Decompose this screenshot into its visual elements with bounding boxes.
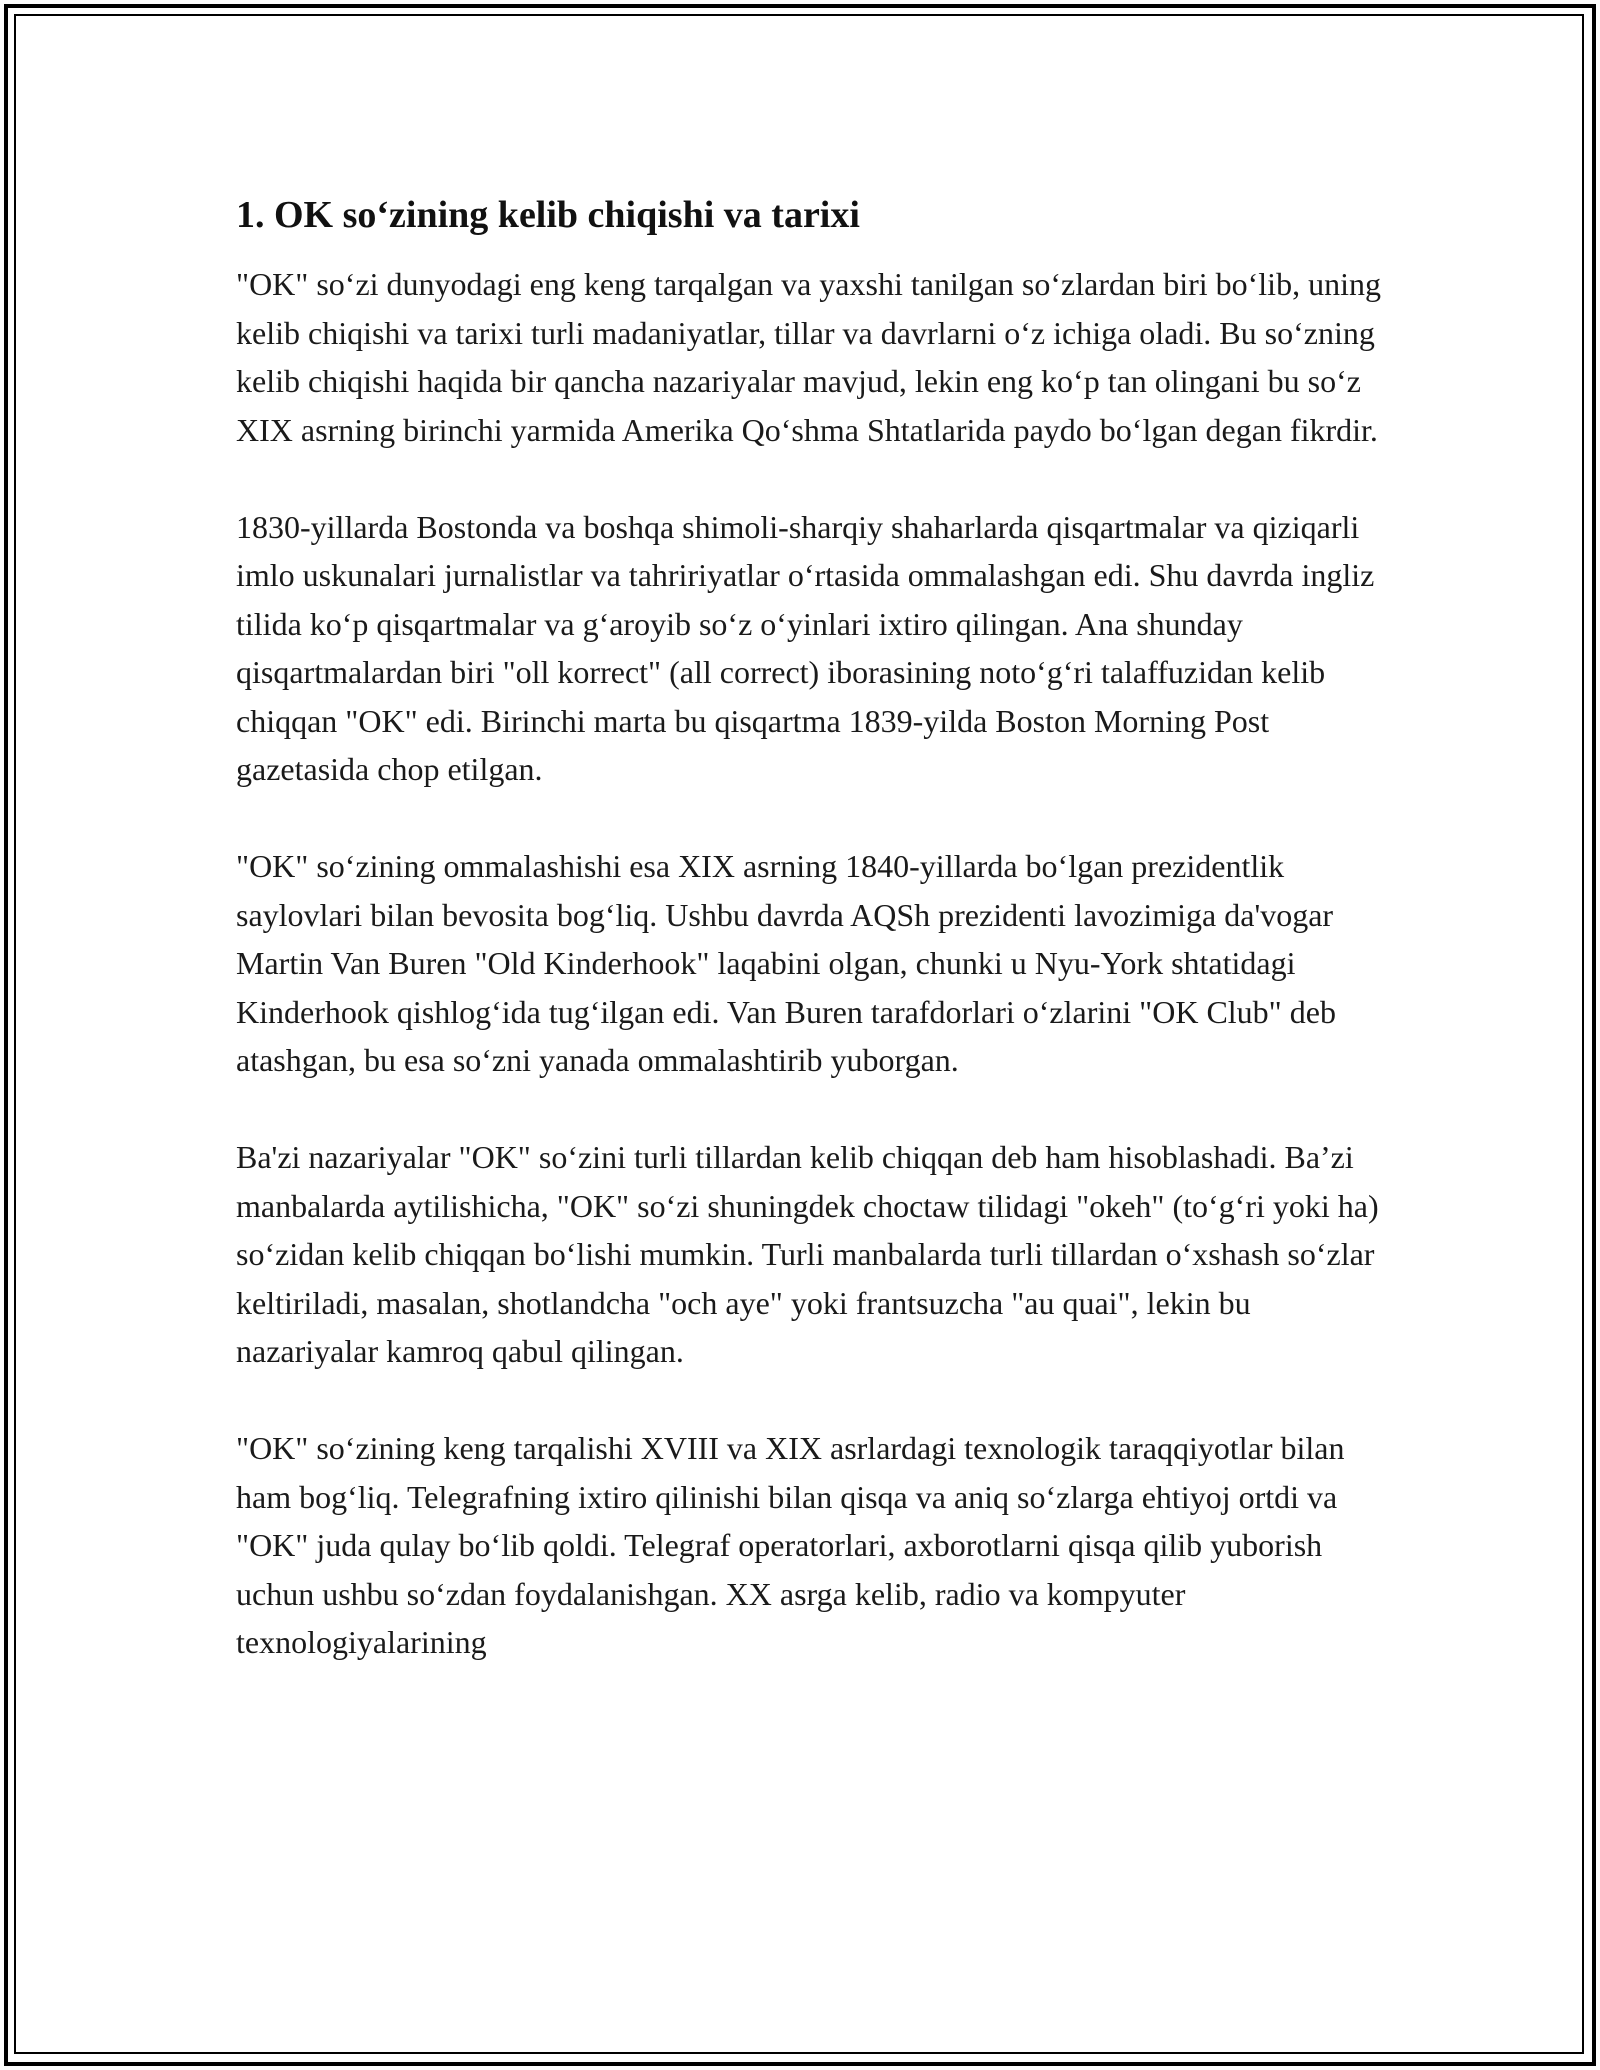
paragraph-technology: "OK" so‘zining keng tarqalishi XVIII va XIX asrlardagi texnologik taraqqiyotlar bilan ham bog‘liq. Telegrafning ixtiro qilinishi bilan qisqa va aniq so‘zlarga ehtiyoj ortdi va "OK" juda qulay bo‘lib qoldi. Telegraf operatorlari, axborotlarni qisqa qilib yuborish uchun ushbu so‘zdan foydalanishgan. XX asrga kelib, radio va kompyuter texnologiyalarining: [236, 1430, 1345, 1660]
section-heading: 1. OK so‘zining kelib chiqishi va tarixi: [236, 194, 860, 236]
paragraph-election: "OK" so‘zining ommalashishi esa XIX asrning 1840-yillarda bo‘lgan prezidentlik saylovlari bilan bevosita bog‘liq. Ushbu davrda AQSh prezidenti lavozimiga da'vogar Martin Van Buren "Old Kinderhook" laqabini olgan, chunki u Nyu-York shtatidagi Kinderhook qishlog‘ida tug‘ilgan edi. Van Buren tarafdorlari o‘zlarini "OK Club" deb atashgan, bu esa so‘zni yanada ommalashtirib yuborgan.: [236, 848, 1336, 1078]
paragraph-boston: 1830-yillarda Bostonda va boshqa shimoli-sharqiy shaharlarda qisqartmalar va qiziqarli imlo uskunalari jurnalistlar va tahririyatlar o‘rtasida ommalashgan edi. Shu davrda ingliz tilida ko‘p qisqartmalar va g‘aroyib so‘z o‘yinlari ixtiro qilingan. Ana shunday qisqartmalardan biri "oll korrect" (all correct) iborasining noto‘g‘ri talaffuzidan kelib chiqqan "OK" edi. Birinchi marta bu qisqartma 1839-yilda Boston Morning Post gazetasida chop etilgan.: [236, 508, 1375, 787]
document-body: [236, 188, 1386, 1715]
paragraph-theories: Ba'zi nazariyalar "OK" so‘zini turli tillardan kelib chiqqan deb ham hisoblashadi. Ba’zi manbalarda aytilishicha, "OK" so‘zi shuningdek choctaw tilidagi "okeh" (to‘g‘ri yoki ha) so‘zidan kelib chiqqan bo‘lishi mumkin. Turli manbalarda turli tillardan o‘xshash so‘zlar keltiriladi, masalan, shotlandcha "och aye" yoki frantsuzcha "au quai", lekin bu nazariyalar kamroq qabul qilingan.: [236, 1139, 1379, 1369]
paragraph-origin: "OK" so‘zi dunyodagi eng keng tarqalgan va yaxshi tanilgan so‘zlardan biri bo‘lib, uning kelib chiqishi va tarixi turli madaniyatlar, tillar va davrlarni o‘z ichiga oladi. Bu so‘zning kelib chiqishi haqida bir qancha nazariyalar mavjud, lekin eng ko‘p tan olingani bu so‘z XIX asrning birinchi yarmida Amerika Qo‘shma Shtatlarida paydo bo‘lgan degan fikrdir.: [236, 266, 1381, 448]
